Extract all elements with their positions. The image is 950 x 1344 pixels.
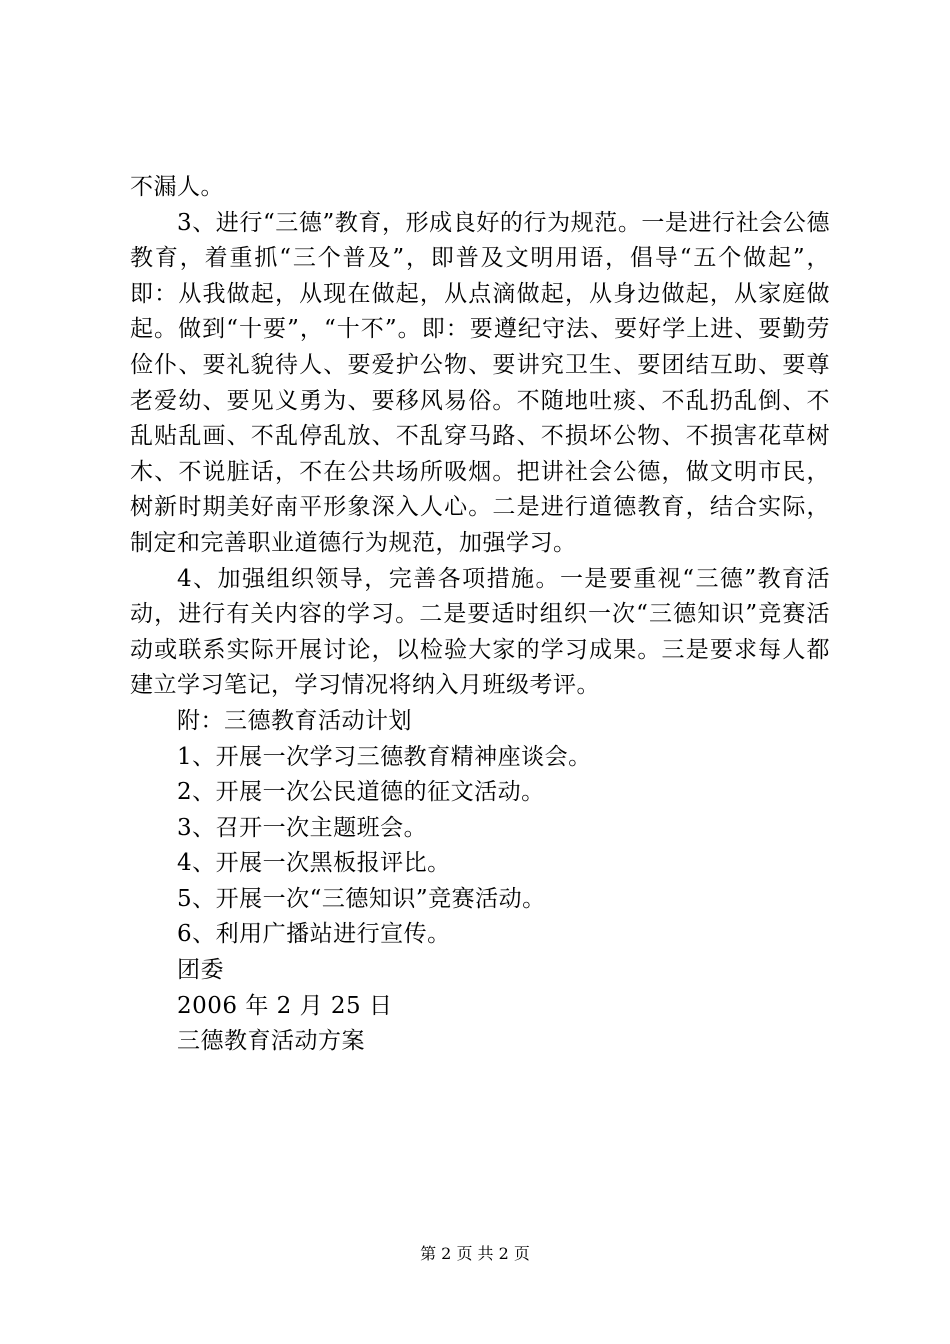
paragraph-three-virtues: 3、进行“三德”教育，形成良好的行为规范。一是进行社会公德教育，着重抓“三个普及”，即普及文明用语，倡导“五个做起”，即：从我做起，从现在做起，从点滴做起，从身边做起，从家庭做起。做到“十要”，“十不”。即：要遵纪守法、要好学上进、要勤劳俭仆、要礼貌待人、要爱护公物、要讲究卫生、要团结互助、要尊老爱幼、要见义勇为、要移风易俗。不随地吐痰、不乱扔乱倒、不乱贴乱画、不乱停乱放、不乱穿马路、不损坏公物、不损害花草树木、不说脏话，不在公共场所吸烟。把讲社会公德，做文明市民，树新时期美好南平形象深入人心。二是进行道德教育，结合实际，制定和完善职业道德行为规范，加强学习。 xyxy=(130,209,830,556)
signature: 团委 xyxy=(177,957,224,984)
plan-item: 6、利用广播站进行宣传。 xyxy=(177,921,451,948)
paragraph-continuation: 不漏人。 xyxy=(130,174,224,200)
plan-item: 5、开展一次“三德知识”竞赛活动。 xyxy=(177,885,546,912)
page-number: 第 2 页 共 2 页 xyxy=(420,1244,530,1263)
plan-item: 3、召开一次主题班会。 xyxy=(177,814,428,841)
appendix-title: 附：三德教育活动计划 xyxy=(177,707,412,734)
page-footer xyxy=(0,1244,950,1264)
plan-item: 4、开展一次黑板报评比。 xyxy=(177,850,451,877)
document-date: 2006 年 2 月 25 日 xyxy=(177,992,393,1019)
closing-title: 三德教育活动方案 xyxy=(177,1028,365,1055)
paragraph-organization: 4、加强组织领导，完善各项措施。一是要重视“三德”教育活动，进行有关内容的学习。二是要适时组织一次“三德知识”竞赛活动或联系实际开展讨论，以检验大家的学习成果。三是要求每人都建立学习笔记，学习情况将纳入月班级考评。 xyxy=(130,565,830,699)
plan-item: 1、开展一次学习三德教育精神座谈会。 xyxy=(177,743,592,770)
plan-item: 2、开展一次公民道德的征文活动。 xyxy=(177,779,545,806)
document-body xyxy=(130,170,830,1060)
